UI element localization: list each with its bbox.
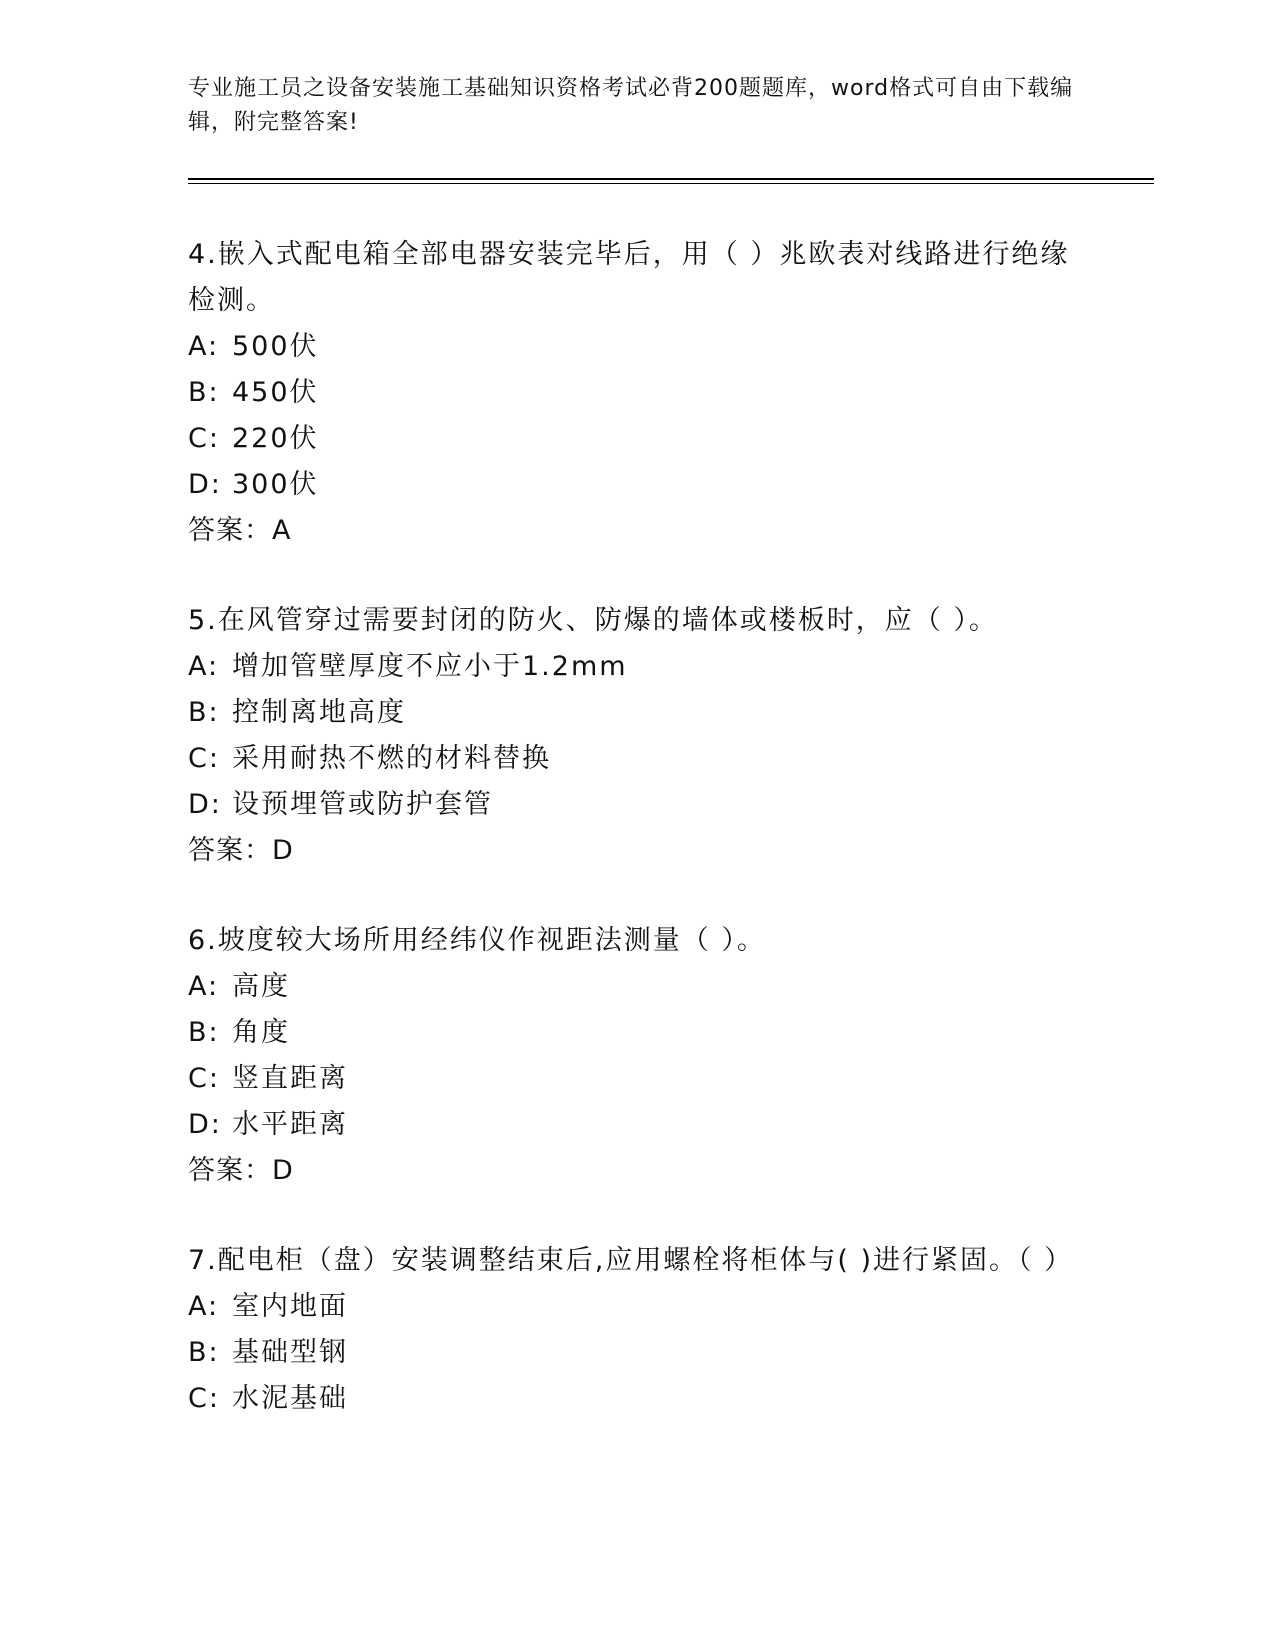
option-text: 设预埋管或防护套管 [232,789,493,820]
document-header [188,72,1088,140]
question-6 [188,918,1088,1194]
option-b [188,690,1088,736]
question-text: 6.坡度较大场所用经纬仪作视距法测量（ ）。 [188,925,766,956]
option-text: 竖直距离 [232,1063,348,1094]
question-4 [188,232,1088,554]
option-text: 室内地面 [232,1291,348,1322]
option-label: B: [188,697,220,728]
question-text: 4.嵌入式配电箱全部电器安装完毕后，用（ ）兆欧表对线路进行绝缘检测。 [188,239,1070,316]
option-text: 水泥基础 [232,1383,348,1414]
option-c [188,416,1088,462]
option-label: C: [188,1063,220,1094]
option-label: A: [188,971,220,1002]
option-a [188,964,1088,1010]
question-text: 5.在风管穿过需要封闭的防火、防爆的墙体或楼板时，应（ ）。 [188,605,998,636]
option-b [188,1010,1088,1056]
option-text: 高度 [232,971,290,1002]
option-text: 增加管壁厚度不应小于1.2mm [232,651,628,682]
option-text: 450伏 [232,377,319,408]
option-label: A: [188,1291,220,1322]
option-b [188,1330,1088,1376]
question-7 [188,1238,1088,1422]
option-label: C: [188,743,220,774]
option-text: 300伏 [232,469,319,500]
option-label: C: [188,423,220,454]
option-label: C: [188,1383,220,1414]
option-label: B: [188,1337,220,1368]
option-text: 控制离地高度 [232,697,406,728]
question-list [188,232,1088,1466]
answer-line: 答案：A [188,515,292,546]
option-text: 基础型钢 [232,1337,348,1368]
option-b [188,370,1088,416]
option-text: 水平距离 [232,1109,348,1140]
option-a [188,644,1088,690]
option-text: 500伏 [232,331,319,362]
option-text: 采用耐热不燃的材料替换 [232,743,551,774]
option-label: D: [188,1109,222,1140]
option-c [188,1056,1088,1102]
option-label: D: [188,469,222,500]
option-label: B: [188,1017,220,1048]
question-5 [188,598,1088,874]
question-text: 7.配电柜（盘）安装调整结束后,应用螺栓将柜体与( )进行紧固。（ ） [188,1245,1074,1276]
header-title: 专业施工员之设备安装施工基础知识资格考试必背200题题库，word格式可自由下载编辑，附完整答案! [188,76,1074,135]
option-label: B: [188,377,220,408]
option-label: A: [188,331,220,362]
header-rule-thin [188,183,1154,184]
option-a [188,324,1088,370]
answer-line: 答案：D [188,835,294,866]
option-d [188,462,1088,508]
option-c [188,1376,1088,1422]
option-text: 220伏 [232,423,319,454]
option-d [188,1102,1088,1148]
option-a [188,1284,1088,1330]
header-rule-thick [188,178,1154,180]
option-label: A: [188,651,220,682]
option-c [188,736,1088,782]
option-text: 角度 [232,1017,290,1048]
option-d [188,782,1088,828]
answer-line: 答案：D [188,1155,294,1186]
option-label: D: [188,789,222,820]
